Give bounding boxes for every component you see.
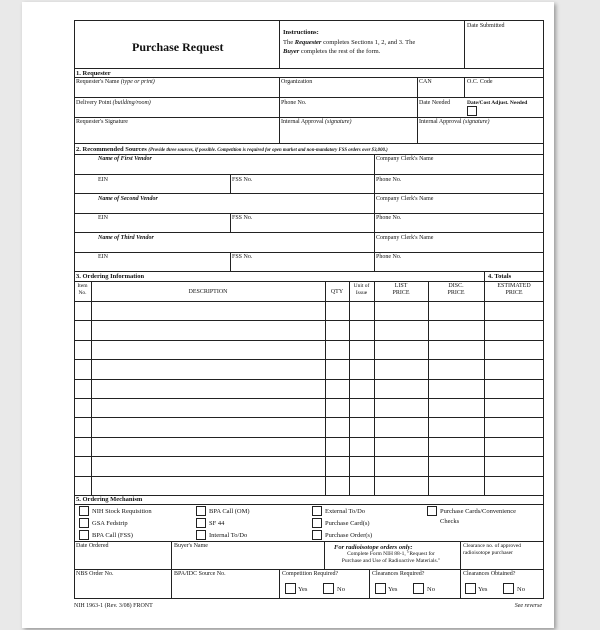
table-col-divider	[91, 281, 92, 495]
table-row-line	[74, 379, 544, 380]
phone-label: Phone No.	[281, 100, 307, 106]
col-unit-issue: Unit of Issue	[353, 283, 370, 296]
date-needed-label: Date Needed	[419, 100, 451, 106]
col-disc-price: DISC. PRICE	[447, 283, 465, 296]
purchase-cards-convenience-checkbox[interactable]	[427, 506, 437, 516]
table-row-line	[74, 398, 544, 399]
competition-required-label: Competition Required?	[282, 571, 339, 577]
table-row-line	[74, 301, 544, 302]
clearances-obt-no-checkbox[interactable]	[503, 583, 514, 594]
external-todo-checkbox[interactable]	[312, 506, 322, 516]
vendor-2-name-label: Name of Second Vendor	[98, 196, 158, 202]
bpa-idc-source-label: BPA/IDC Source No.	[174, 571, 226, 577]
nbs-order-label: NBS Order No.	[76, 571, 114, 577]
competition-yes-checkbox[interactable]	[285, 583, 296, 594]
table-row-line	[74, 320, 544, 321]
sf-44-checkbox[interactable]	[196, 518, 206, 528]
purchase-orders-label: Purchase Order(s)	[325, 532, 373, 539]
col-item-no: Item No.	[77, 283, 88, 296]
vendor-3-fss-label: FSS No.	[232, 254, 253, 260]
clearances-req-no-checkbox[interactable]	[413, 583, 424, 594]
table-row-line	[74, 359, 544, 360]
requester-name-label: Requester's Name (type or print)	[76, 79, 155, 85]
table-col-divider	[374, 281, 375, 495]
instructions-line-2: Buyer completes the rest of the form.	[283, 48, 381, 55]
bpa-call-fss-checkbox[interactable]	[79, 530, 89, 540]
purchase-request-form	[74, 20, 544, 613]
internal-todo-label: Internal To/Do	[209, 532, 248, 539]
competition-no-checkbox[interactable]	[323, 583, 334, 594]
col-qty: QTY	[330, 289, 344, 295]
table-row-line	[74, 456, 544, 457]
requester-signature-label: Requester's Signature	[76, 119, 128, 125]
section-4-title: 4. Totals	[488, 273, 512, 280]
vendor-2-phone-label: Phone No.	[376, 215, 402, 221]
nih-stock-checkbox[interactable]	[79, 506, 89, 516]
vendor-3-phone-label: Phone No.	[376, 254, 402, 260]
buyers-name-label: Buyer's Name	[174, 543, 208, 549]
table-row-line	[74, 417, 544, 418]
vendor-2-fss-label: FSS No.	[232, 215, 253, 221]
competition-no-label: No	[337, 586, 345, 593]
clearances-req-yes-label: Yes	[388, 586, 398, 593]
vendor-1-fss-label: FSS No.	[232, 177, 253, 183]
nih-stock-label: NIH Stock Requisition	[92, 508, 152, 515]
purchase-cards-checkbox[interactable]	[312, 518, 322, 528]
gsa-fedstrip-label: GSA Fedstrip	[92, 520, 128, 527]
table-row-line	[74, 437, 544, 438]
form-number: NIH 1963-1 (Rev. 3/08) FRONT	[74, 603, 153, 609]
organization-label: Organization	[281, 79, 313, 85]
section-1-title: 1. Requester	[76, 70, 111, 77]
radioisotope-instructions: Complete Form NIH 88-1, "Request for Purchase and Use of Radioactive Materials."	[341, 551, 441, 564]
external-todo-label: External To/Do	[325, 508, 366, 515]
table-row-line	[74, 476, 544, 477]
purchase-cards-convenience-label: Purchase Cards/Convenience	[440, 508, 516, 515]
checks-label: Checks	[440, 518, 460, 525]
purchase-cards-label: Purchase Card(s)	[325, 520, 370, 527]
instructions-label: Instructions:	[283, 29, 319, 36]
vendor-1-name-label: Name of First Vendor	[98, 156, 152, 162]
vendor-1-phone-label: Phone No.	[376, 177, 402, 183]
date-cost-adjust-checkbox[interactable]	[467, 106, 477, 116]
vendor-2-ein-label: EIN	[98, 215, 108, 221]
vendor-3-name-label: Name of Third Vendor	[98, 235, 154, 241]
instructions-line-1: The Requester completes Sections 1, 2, and 3. The	[283, 39, 416, 46]
internal-approval-label-2: Internal Approval (signature)	[419, 119, 490, 125]
section-5-title: 5. Ordering Mechanism	[76, 496, 143, 503]
date-submitted-label: Date Submitted	[467, 23, 505, 29]
col-estimated-price: ESTIMATED PRICE	[497, 283, 531, 296]
can-label: CAN	[419, 79, 432, 85]
vendor-3-ein-label: EIN	[98, 254, 108, 260]
table-col-divider	[484, 281, 485, 495]
clearances-obt-yes-checkbox[interactable]	[465, 583, 476, 594]
date-cost-adjust-label: Date/Cost Adjust. Needed	[467, 100, 528, 106]
clearances-obtained-label: Clearances Obtained?	[463, 571, 516, 577]
internal-approval-label-1: Internal Approval (signature)	[281, 119, 352, 125]
clearances-req-yes-checkbox[interactable]	[375, 583, 386, 594]
clearances-req-no-label: No	[427, 586, 435, 593]
table-col-divider	[325, 281, 326, 495]
col-description: DESCRIPTION	[188, 289, 228, 295]
vendor-1-ein-label: EIN	[98, 177, 108, 183]
table-col-divider	[428, 281, 429, 495]
see-reverse: See reverse	[514, 603, 542, 609]
clearances-obt-no-label: No	[517, 586, 525, 593]
bpa-call-fss-label: BPA Call (FSS)	[92, 532, 133, 539]
table-row-line	[74, 340, 544, 341]
clearances-required-label: Clearances Required?	[372, 571, 425, 577]
vendor-3-clerk-label: Company Clerk's Name	[376, 235, 434, 241]
date-ordered-label: Date Ordered	[76, 543, 109, 549]
gsa-fedstrip-checkbox[interactable]	[79, 518, 89, 528]
form-page	[22, 2, 554, 628]
oc-code-label: O.C. Code	[467, 79, 493, 85]
competition-yes-label: Yes	[298, 586, 308, 593]
bpa-call-om-checkbox[interactable]	[196, 506, 206, 516]
table-col-divider	[349, 281, 350, 495]
form-title: Purchase Request	[132, 40, 224, 54]
vendor-2-clerk-label: Company Clerk's Name	[376, 196, 434, 202]
clearance-no-label: Clearance no. of approved radioisotope purchaser	[463, 543, 522, 556]
radioisotope-title: For radioisotope orders only:	[334, 544, 413, 551]
internal-todo-checkbox[interactable]	[196, 530, 206, 540]
col-list-price: LIST PRICE	[392, 283, 410, 296]
bpa-call-om-label: BPA Call (OM)	[209, 508, 250, 515]
sf-44-label: SF 44	[209, 520, 225, 527]
purchase-orders-checkbox[interactable]	[312, 530, 322, 540]
vendor-1-clerk-label: Company Clerk's Name	[376, 156, 434, 162]
clearances-obt-yes-label: Yes	[478, 586, 488, 593]
section-2-title: 2. Recommended Sources (Provide three sources, if possible. Competition is required for open market and non-mandatory FSS orders over $3,000.)	[76, 146, 388, 153]
section-3-title: 3. Ordering Information	[76, 273, 145, 280]
delivery-point-label: Delivery Point (building/room)	[76, 100, 151, 106]
